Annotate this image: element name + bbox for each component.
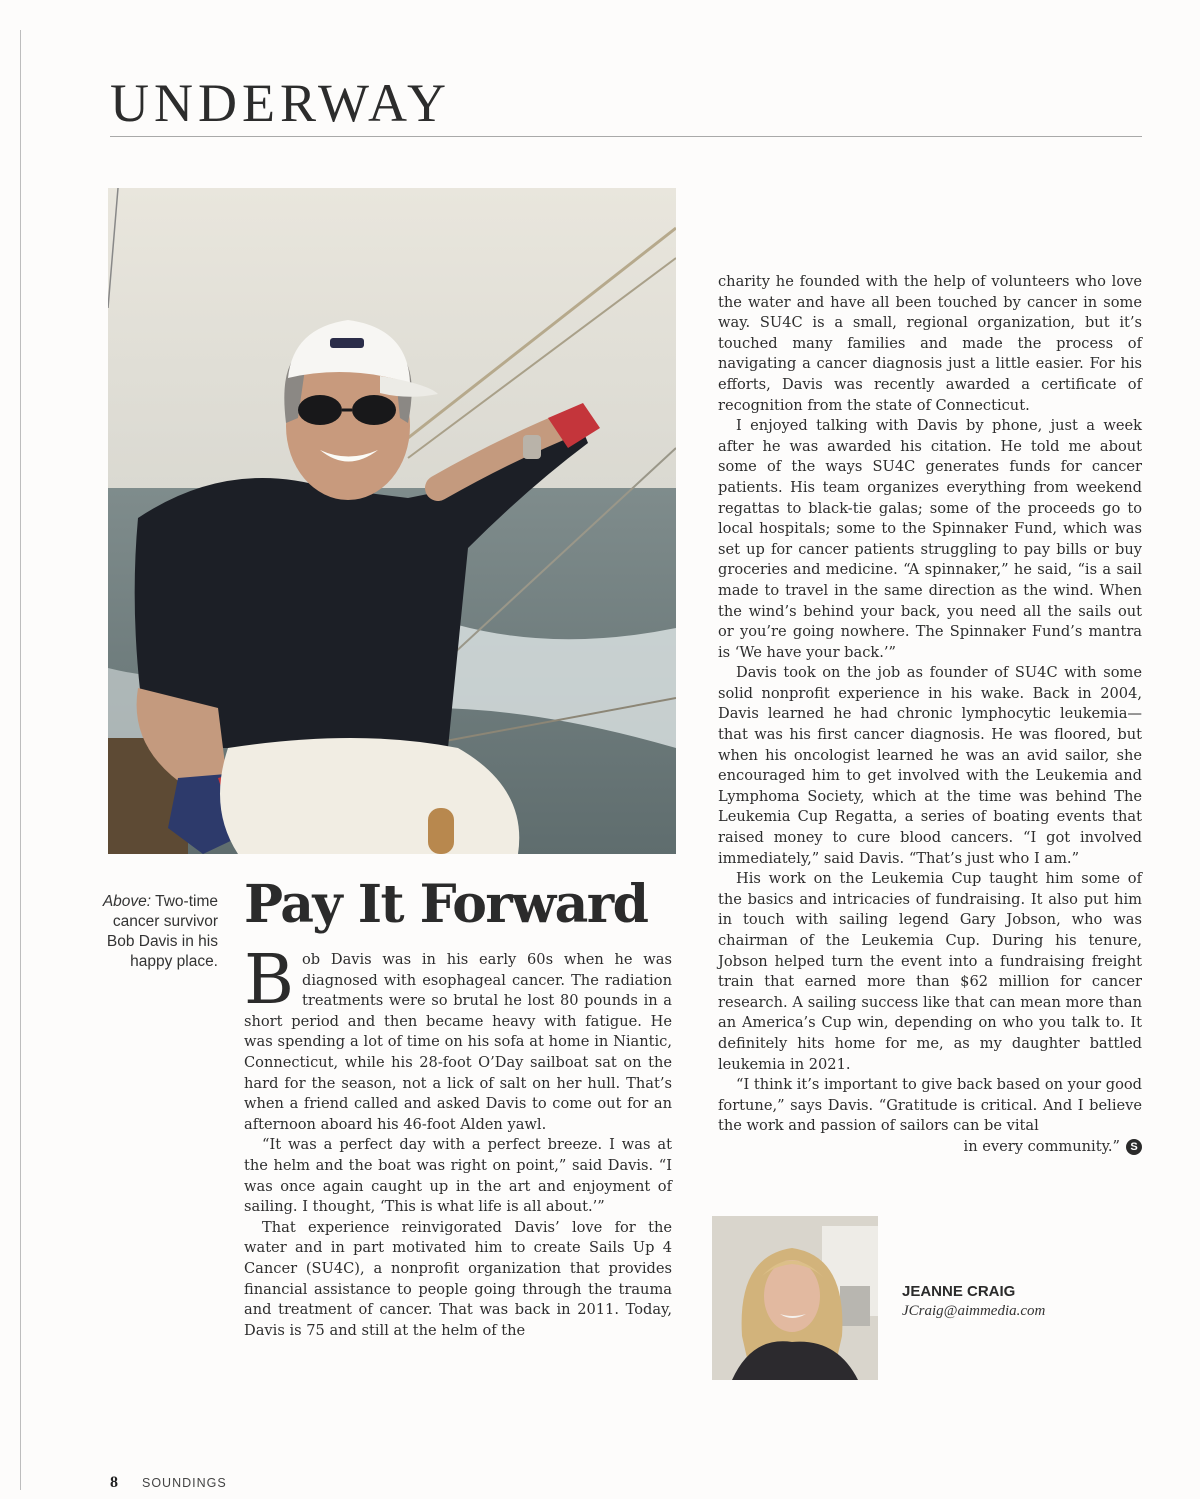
author-name: JEANNE CRAIG xyxy=(902,1283,1016,1300)
caption-text: Two-time cancer survivor Bob Davis in his happy place. xyxy=(106,893,218,970)
author-email[interactable]: JCraig@aimmedia.com xyxy=(902,1303,1046,1319)
article-column-2 xyxy=(718,272,1142,1158)
section-divider xyxy=(110,136,1142,137)
magazine-name: SOUNDINGS xyxy=(142,1476,227,1490)
article-column-1 xyxy=(244,941,672,1341)
paragraph-text: ob Davis was in his early 60s when he was diagnosed with esophageal cancer. The radiation treatments were so brutal he lost 80 pounds in a short period and then became heavy with fatigue. He was spending a lot of time on his sofa at home in Niantic, Connecticut, while his 28-foot O’Day sailboat sat on the hard for the season, not a lick of salt on her hull. That’s when a friend called and asked Davis to come out for an afternoon aboard his 46-foot Alden yawl. xyxy=(244,951,672,1133)
sailor-photo-illustration xyxy=(108,188,676,854)
article-paragraph xyxy=(244,941,672,1135)
section-title: UNDERWAY xyxy=(110,73,452,133)
article-headline: Pay It Forward xyxy=(244,874,648,935)
article-paragraph: That experience reinvigorated Davis’ love for the water and in part motivated him to create Sails Up 4 Cancer (SU4C), a nonprofit organization that provides financial assistance to people going through the trauma and treatment of cancer. That was back in 2011. Today, Davis is 75 and still at the helm of the xyxy=(244,1218,672,1339)
sailor-photo xyxy=(108,188,676,854)
margin-rule xyxy=(20,30,21,1490)
article-closing xyxy=(718,1137,1142,1158)
closing-text: in every community.” xyxy=(963,1137,1120,1155)
page-number: 8 xyxy=(110,1474,118,1491)
caption-lead: Above: xyxy=(102,893,152,910)
author-photo xyxy=(712,1216,878,1380)
article-paragraph: charity he founded with the help of volunteers who love the water and have all been touched by cancer in some way. SU4C is a small, regional organization, but it’s touched many families and made the process of navigating a cancer diagnosis just a little easier. For his efforts, Davis was recently awarded a certificate of recognition from the state of Connecticut. xyxy=(718,273,1142,414)
photo-caption xyxy=(100,892,218,972)
end-mark-icon: S xyxy=(1126,1139,1142,1155)
article-paragraph: I enjoyed talking with Davis by phone, just a week after he was awarded his citation. He told me about some of the ways SU4C generates funds for cancer patients. His team organizes everything from weekend regattas to black-tie galas; some of the proceeds go to local hospitals; some to the Spinnaker Fund, which was set up for cancer patients struggling to pay bills or buy groceries and medicine. “A spinnaker,” he said, “is a sail made to travel in the same direction as the wind. When the wind’s behind your back, you need all the sails out or you’re going nowhere. The Spinnaker Fund’s mantra is ‘We have your back.’” xyxy=(718,417,1142,661)
article-paragraph: “I think it’s important to give back based on your good fortune,” says Davis. “Gratitude is critical. And I believe the work and passion of sailors can be vital xyxy=(718,1076,1142,1135)
article-paragraph: Davis took on the job as founder of SU4C with some solid nonprofit experience in his wake. Back in 2004, Davis learned he had chronic lymphocytic leukemia—that was his first cancer diagnosis. He was floored, but when his oncologist learned he was an avid sailor, she encouraged him to get involved with the Leukemia and Lymphoma Society, which at the time was behind The Leukemia Cup Regatta, a series of boating events that raised money to cure blood cancers. “I got involved immediately,” said Davis. “That’s just who I am.” xyxy=(718,664,1142,867)
article-paragraph: His work on the Leukemia Cup taught him some of the basics and intricacies of fundraising. It also put him in touch with sailing legend Gary Jobson, who was chairman of the Leukemia Cup. During his tenure, Jobson helped turn the event into a fundraising freight train that earned more than $62 million for cancer research. A sailing success like that can mean more than an America’s Cup win, depending on who you talk to. It definitely hits home for me, as my daughter battled leukemia in 2021. xyxy=(718,870,1142,1073)
author-portrait xyxy=(712,1216,878,1380)
article-paragraph: “It was a perfect day with a perfect breeze. I was at the helm and the boat was right on point,” said Davis. “I was once again caught up in the art and enjoyment of sailing. I thought, ‘This is what life is all about.’” xyxy=(244,1136,672,1216)
drop-cap: B xyxy=(244,941,294,1020)
